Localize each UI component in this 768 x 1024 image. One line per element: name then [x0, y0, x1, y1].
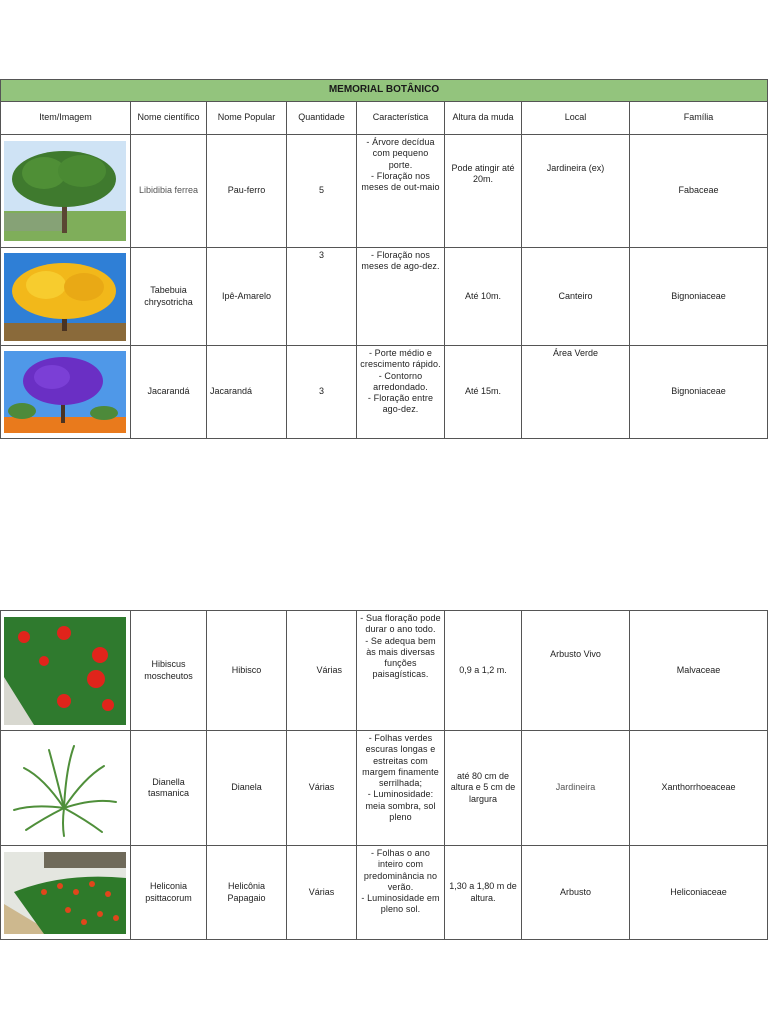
scientific-name: Heliconia psittacorum	[131, 846, 207, 940]
popular-name: Pau-ferro	[207, 135, 287, 248]
height: Até 15m.	[445, 346, 522, 439]
memorial-table-top	[0, 79, 768, 439]
memorial-table-bottom	[0, 610, 768, 940]
table-row	[1, 248, 768, 346]
scientific-name: Jacarandá	[131, 346, 207, 439]
popular-name: Dianela	[207, 731, 287, 846]
header-characteristic: Característica	[357, 102, 445, 135]
header-popular-name: Nome Popular	[207, 102, 287, 135]
jacaranda-tree-image	[4, 351, 126, 433]
header-quantity: Quantidade	[287, 102, 357, 135]
characteristic: - Folhas o ano inteiro com predominância no verão. - Luminosidade em pleno sol.	[357, 846, 445, 940]
table-row	[1, 611, 768, 731]
popular-name: Ipê-Amarelo	[207, 248, 287, 346]
header-row	[1, 102, 768, 135]
header-location: Local	[522, 102, 630, 135]
heliconia-image	[4, 852, 126, 934]
header-height: Altura da muda	[445, 102, 522, 135]
plant-image-cell	[1, 248, 131, 346]
location: Área Verde	[522, 346, 630, 439]
quantity: 3	[287, 346, 357, 439]
table-row	[1, 731, 768, 846]
quantity: 5	[287, 135, 357, 248]
quantity: Várias	[287, 846, 357, 940]
header-item: Item/Imagem	[1, 102, 131, 135]
popular-name: Helicônia Papagaio	[207, 846, 287, 940]
height: 1,30 a 1,80 m de altura.	[445, 846, 522, 940]
plant-image-cell	[1, 846, 131, 940]
height: 0,9 a 1,2 m.	[445, 611, 522, 731]
characteristic: - Árvore decídua com pequeno porte. - Floração nos meses de out-maio	[357, 135, 445, 248]
dianella-image	[4, 738, 126, 838]
popular-name: Jacarandá	[207, 346, 287, 439]
location: Jardineira (ex)	[522, 135, 630, 248]
characteristic: - Porte médio e crescimento rápido. - Contorno arredondado. - Floração entre ago-dez.	[357, 346, 445, 439]
characteristic: - Floração nos meses de ago-dez.	[357, 248, 445, 346]
location: Arbusto Vivo	[522, 611, 630, 731]
family: Fabaceae	[630, 135, 768, 248]
quantity: 3	[287, 248, 357, 346]
family: Bignoniaceae	[630, 346, 768, 439]
location: Jardineira	[522, 731, 630, 846]
height: Até 10m.	[445, 248, 522, 346]
characteristic: - Sua floração pode durar o ano todo. - Se adequa bem às mais diversas funções paisagísticas.	[357, 611, 445, 731]
characteristic: - Folhas verdes escuras longas e estreitas com margem finamente serrilhada; - Luminosidade: meia sombra, sol pleno	[357, 731, 445, 846]
height: até 80 cm de altura e 5 cm de largura	[445, 731, 522, 846]
plant-image-cell	[1, 346, 131, 439]
header-scientific-name: Nome científico	[131, 102, 207, 135]
popular-name: Hibisco	[207, 611, 287, 731]
quantity: Várias	[287, 611, 357, 731]
plant-image-cell	[1, 611, 131, 731]
location: Canteiro	[522, 248, 630, 346]
location: Arbusto	[522, 846, 630, 940]
family: Xanthorrhoeaceae	[630, 731, 768, 846]
scientific-name: Tabebuia chrysotricha	[131, 248, 207, 346]
height: Pode atingir até 20m.	[445, 135, 522, 248]
pau-ferro-tree-image	[4, 141, 126, 241]
family: Heliconiaceae	[630, 846, 768, 940]
hibiscus-image	[4, 617, 126, 725]
scientific-name: Hibiscus moscheutos	[131, 611, 207, 731]
ipe-amarelo-tree-image	[4, 253, 126, 341]
family: Bignoniaceae	[630, 248, 768, 346]
plant-image-cell	[1, 731, 131, 846]
header-family: Família	[630, 102, 768, 135]
scientific-name: Libidibia ferrea	[131, 135, 207, 248]
scientific-name: Dianella tasmanica	[131, 731, 207, 846]
table-title: MEMORIAL BOTÂNICO	[1, 80, 768, 102]
table-row	[1, 346, 768, 439]
table-row	[1, 135, 768, 248]
family: Malvaceae	[630, 611, 768, 731]
table-row	[1, 846, 768, 940]
plant-image-cell	[1, 135, 131, 248]
quantity: Várias	[287, 731, 357, 846]
